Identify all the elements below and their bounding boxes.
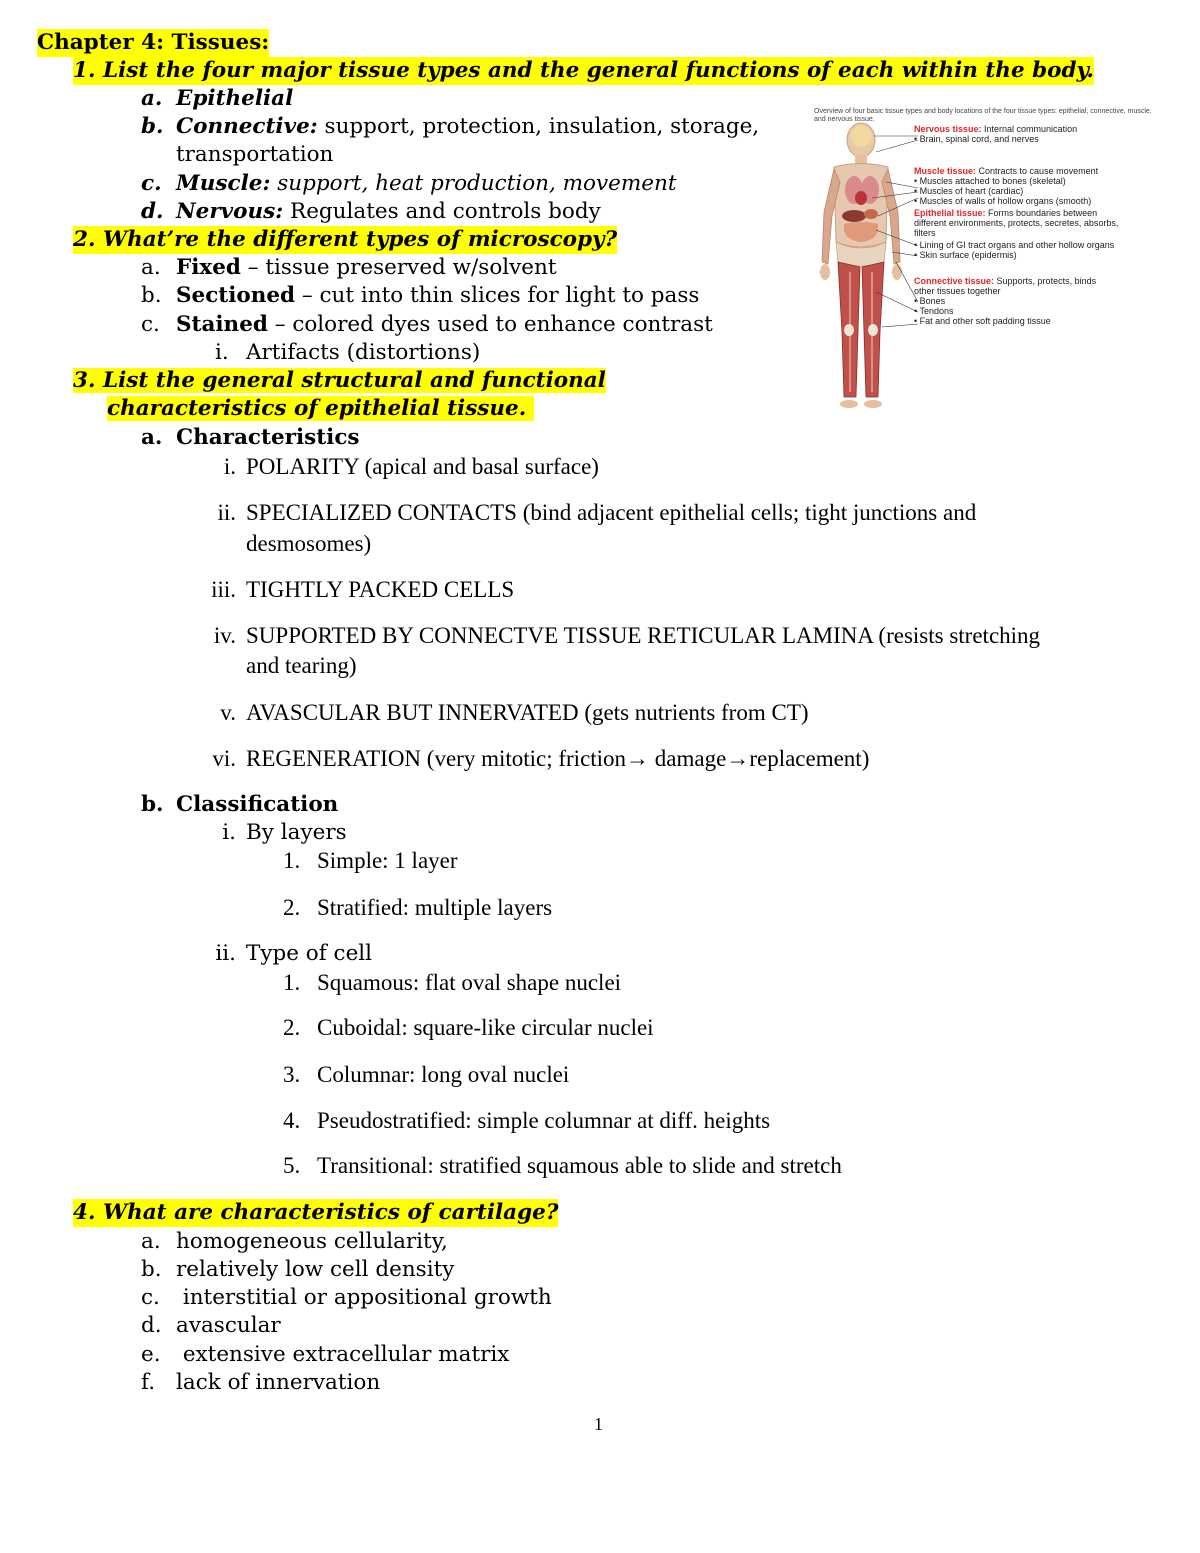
roman-marker: vi.	[212, 746, 236, 771]
roman-marker: ii.	[215, 941, 236, 966]
list-item	[283, 1152, 842, 1180]
list-item	[141, 85, 293, 113]
list-marker: b.	[141, 283, 162, 308]
list-marker: i.	[215, 340, 229, 365]
list-item	[141, 1256, 454, 1284]
list-marker: b.	[141, 1257, 162, 1282]
list-item	[141, 254, 557, 282]
roman-marker: iii.	[211, 577, 236, 602]
list-item-text: Cuboidal: square-like circular nuclei	[317, 1015, 654, 1040]
list-item	[141, 170, 676, 198]
list-item-text: homogeneous cellularity,	[176, 1229, 448, 1254]
question-number: 2.	[73, 227, 96, 252]
list-item	[141, 1312, 281, 1340]
list-item	[283, 894, 552, 922]
list-item-text: TIGHTLY PACKED CELLS	[246, 577, 515, 602]
list-marker: d.	[141, 1313, 162, 1338]
figure-desc: filters	[914, 228, 936, 238]
method-desc: – colored dyes used to enhance contrast	[267, 312, 713, 337]
question-text: List the general structural and functional	[102, 368, 606, 393]
tissue-name: Muscle:	[176, 171, 271, 196]
list-item-text: Squamous: flat oval shape nuclei	[317, 970, 622, 995]
tissue-name: Epithelial	[176, 86, 294, 111]
question-number: 3.	[73, 368, 96, 393]
tissue-desc: support, heat production, movement	[270, 171, 677, 196]
list-item-text: Type of cell	[246, 941, 373, 966]
list-item-text: Stratified: multiple layers	[317, 895, 553, 920]
question-number: 1.	[73, 58, 96, 83]
figure-item: • Skin surface (epidermis)	[914, 250, 1017, 260]
list-marker: a.	[141, 425, 163, 450]
list-item	[215, 339, 480, 367]
number-marker: 4.	[283, 1108, 301, 1133]
roman-marker: ii.	[217, 500, 236, 525]
number-marker: 1.	[283, 848, 301, 873]
list-item	[283, 847, 458, 875]
list-item-text: interstitial or appositional growth	[176, 1285, 552, 1310]
section-heading	[141, 791, 338, 819]
list-item	[141, 1341, 509, 1369]
list-item-text: AVASCULAR BUT INNERVATED (gets nutrients from CT)	[246, 700, 809, 725]
list-item-text: avascular	[176, 1313, 281, 1338]
list-item	[283, 1061, 569, 1089]
list-item-text: extensive extracellular matrix	[176, 1342, 510, 1367]
list-marker: c.	[141, 171, 162, 196]
number-marker: 3.	[283, 1062, 301, 1087]
tissue-desc: Regulates and controls body	[283, 199, 601, 224]
connective-tissue-label: Connective tissue: Supports, protects, binds	[914, 276, 1097, 286]
list-item	[141, 282, 699, 310]
list-marker: b.	[141, 792, 164, 817]
figure-item: • Muscles of heart (cardiac)	[914, 186, 1024, 196]
list-item-text: POLARITY (apical and basal surface)	[246, 454, 599, 479]
list-marker: b.	[141, 114, 164, 139]
list-item	[215, 940, 373, 968]
number-marker: 2.	[283, 1015, 301, 1040]
list-item	[220, 699, 809, 727]
figure-desc: different environments, protects, secretes, absorbs,	[914, 218, 1119, 228]
list-item-continuation: and tearing)	[246, 653, 357, 678]
sub-item-text: Artifacts (distortions)	[246, 340, 481, 365]
list-item	[222, 819, 347, 847]
list-item	[141, 1369, 380, 1397]
list-item	[283, 1107, 770, 1135]
list-marker: a.	[141, 255, 161, 280]
question-text: List the four major tissue types and the general functions of each within the body.	[102, 58, 1095, 83]
list-marker: f.	[141, 1370, 156, 1395]
list-item-text: REGENERATION (very mitotic; friction→ damage→replacement)	[246, 746, 870, 771]
question-1	[73, 57, 1094, 85]
list-marker: e.	[141, 1342, 161, 1367]
method-name: Sectioned	[176, 283, 296, 308]
question-2	[73, 226, 617, 254]
roman-marker: i.	[222, 820, 236, 845]
number-marker: 2.	[283, 895, 301, 920]
list-marker: a.	[141, 1229, 161, 1254]
question-text: What’re the different types of microscopy?	[102, 227, 618, 252]
tissue-name: Nervous:	[176, 199, 284, 224]
tissue-diagram-figure	[806, 108, 1166, 410]
figure-item: • Fat and other soft padding tissue	[914, 316, 1051, 326]
list-item	[141, 1284, 552, 1312]
figure-item: • Tendons	[914, 306, 954, 316]
question-number: 4.	[73, 1200, 96, 1225]
list-item	[141, 113, 759, 141]
list-item	[213, 622, 1041, 650]
roman-marker: iv.	[213, 623, 236, 648]
question-4	[73, 1199, 558, 1227]
page-number: 1	[594, 1414, 603, 1434]
list-marker: c.	[141, 1285, 160, 1310]
list-item-text: SUPPORTED BY CONNECTVE TISSUE RETICULAR LAMINA (resists stretching	[246, 623, 1041, 648]
list-item-text: Transitional: stratified squamous able to slide and stretch	[317, 1153, 842, 1178]
list-item-text: By layers	[246, 820, 347, 845]
list-item-text: Simple: 1 layer	[317, 848, 458, 873]
method-desc: – cut into thin slices for light to pass	[295, 283, 700, 308]
nervous-tissue-label: Nervous tissue: Internal communication	[914, 124, 1078, 134]
section-label: Classification	[176, 792, 339, 817]
list-item	[141, 311, 713, 339]
question-3-continuation	[107, 395, 534, 423]
roman-marker: v.	[220, 700, 236, 725]
list-item-text: Columnar: long oval nuclei	[317, 1062, 570, 1087]
tissue-desc: support, protection, insulation, storage,	[317, 114, 760, 139]
list-item	[141, 1228, 448, 1256]
roman-marker: i.	[223, 454, 236, 479]
list-item	[141, 198, 601, 226]
human-body-illustration	[816, 112, 926, 412]
figure-item: • Brain, spinal cord, and nerves	[914, 134, 1039, 144]
section-heading	[141, 424, 360, 452]
list-marker: a.	[141, 86, 163, 111]
method-name: Fixed	[176, 255, 241, 280]
question-text: characteristics of epithelial tissue.	[107, 396, 527, 421]
figure-item: • Lining of GI tract organs and other hollow organs	[914, 240, 1115, 250]
list-item-text: Pseudostratified: simple columnar at diff. heights	[317, 1108, 771, 1133]
page-title: Chapter 4: Tissues:	[37, 30, 270, 55]
list-item	[283, 969, 621, 997]
figure-item: • Muscles attached to bones (skeletal)	[914, 176, 1066, 186]
list-item	[217, 499, 977, 527]
muscle-tissue-label: Muscle tissue: Contracts to cause movement	[914, 166, 1099, 176]
list-item-text: relatively low cell density	[176, 1257, 455, 1282]
list-marker: c.	[141, 312, 160, 337]
figure-item: • Muscles of walls of hollow organs (smooth)	[914, 196, 1092, 206]
number-marker: 1.	[283, 970, 301, 995]
figure-caption: Overview of four basic tissue types and body locations of the four tissue types: epithelial, connective, muscle, and nervous tissue.	[814, 108, 1152, 123]
list-item	[283, 1014, 654, 1042]
tissue-name: Connective:	[176, 114, 318, 139]
list-item-continuation: transportation	[176, 142, 334, 167]
list-item-text: lack of innervation	[176, 1370, 381, 1395]
figure-desc: other tissues together	[914, 286, 1001, 296]
epithelial-tissue-label: Epithelial tissue: Forms boundaries between	[914, 208, 1098, 218]
question-text: What are characteristics of cartilage?	[102, 1200, 559, 1225]
number-marker: 5.	[283, 1153, 301, 1178]
list-item-continuation: desmosomes)	[246, 531, 372, 556]
list-item	[212, 745, 870, 773]
method-desc: – tissue preserved w/solvent	[240, 255, 557, 280]
list-item	[223, 453, 599, 481]
question-3	[73, 367, 606, 395]
section-label: Characteristics	[176, 425, 360, 450]
list-marker: d.	[141, 199, 164, 224]
figure-item: • Bones	[914, 296, 946, 306]
list-item-text: SPECIALIZED CONTACTS (bind adjacent epithelial cells; tight junctions and	[246, 500, 977, 525]
list-item	[211, 576, 515, 604]
method-name: Stained	[176, 312, 268, 337]
